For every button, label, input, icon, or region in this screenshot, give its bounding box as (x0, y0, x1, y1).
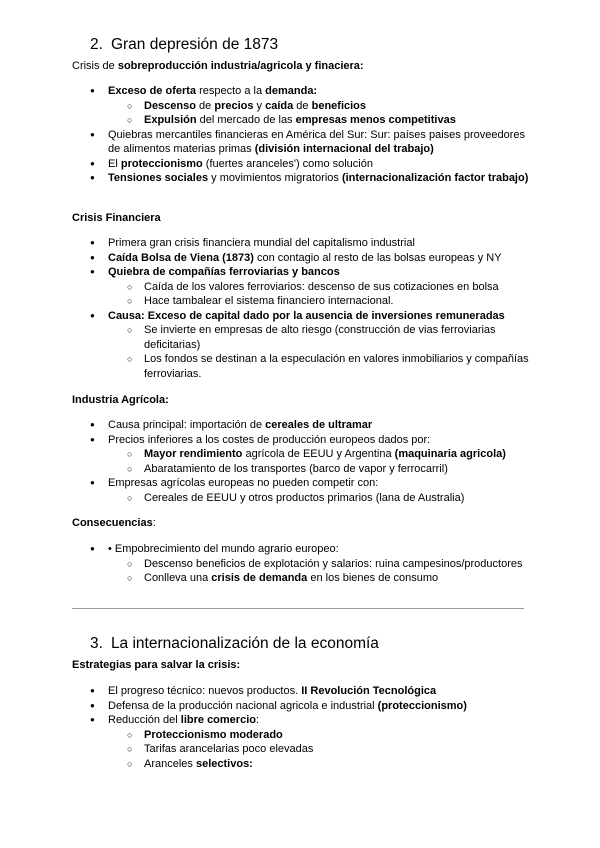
list-item: ● Tensiones sociales y movimientos migratorios (internacionalización factor trabajo) (90, 171, 530, 186)
section-title-text: Gran depresión de 1873 (110, 36, 279, 53)
horizontal-divider (72, 608, 524, 609)
list-item: ○ Caída de los valores ferroviarios: descenso de sus cotizaciones en bolsa (90, 280, 530, 295)
agricola-list (90, 418, 530, 505)
list-item: ○ Tarifas arancelarias poco elevadas (90, 742, 530, 757)
list-item: ○ Proteccionismo moderado (90, 728, 530, 743)
financiera-list (90, 236, 530, 381)
consecuencias-list (90, 542, 530, 586)
list-item: ● • Empobrecimiento del mundo agrario europeo: ○ Descenso beneficios de explotación y salarios: ruina campesinos/productores ○ Conlleva una crisis de demanda en los bienes de consumo (90, 542, 530, 586)
list-item: ● El proteccionismo (fuertes aranceles') como solución (90, 157, 530, 172)
list-item: ○ Se invierte en empresas de alto riesgo (construcción de vias ferroviarias deficitarias) (90, 323, 530, 352)
list-item: ● Primera gran crisis financiera mundial del capitalismo industrial (90, 236, 530, 251)
list-item: ○ Cereales de EEUU y otros productos primarios (lana de Australia) (90, 491, 530, 506)
list-item: ● Quiebras mercantiles financieras en América del Sur: Sur: países paises proveedores de alimentos materias primas (división internacional del trabajo) (90, 128, 530, 157)
list-item: ● Exceso de oferta respecto a la demanda: ○ Descenso de precios y caída de beneficios ○ Expulsión del mercado de las empresas menos competitivas (90, 84, 530, 128)
list-item: ○ Los fondos se destinan a la especulación en valores inmobiliarios y compañías ferroviarias. (90, 352, 530, 381)
list-item: ● Quiebra de compañías ferroviarias y bancos ○ Caída de los valores ferroviarios: descenso de sus cotizaciones en bolsa ○ Hace tambalear el sistema financiero internacional. (90, 265, 530, 309)
financiera-heading: Crisis Financiera (72, 212, 161, 224)
list-item: ○ Descenso de precios y caída de beneficios (90, 99, 530, 114)
list-item: ○ Mayor rendimiento agrícola de EEUU y Argentina (maquinaria agricola) (90, 447, 530, 462)
consecuencias-heading: Consecuencias: (72, 517, 156, 529)
estrategias-list (90, 684, 530, 771)
section-number: 3. (90, 635, 103, 652)
list-item: ● Defensa de la producción nacional agricola e industrial (proteccionismo) (90, 699, 530, 714)
list-item: ● El progreso técnico: nuevos productos. II Revolución Tecnológica (90, 684, 530, 699)
list-item: ● Causa principal: importación de cereales de ultramar (90, 418, 530, 433)
list-item: ○ Hace tambalear el sistema financiero internacional. (90, 294, 530, 309)
overproduction-list (90, 84, 530, 186)
section-title-text: La internacionalización de la economía (110, 635, 379, 652)
estrategias-heading: Estrategias para salvar la crisis: (72, 659, 241, 671)
crisis-intro: Crisis de sobreproducción industria/agricola y finaciera: (72, 60, 364, 72)
agricola-heading: Industria Agrícola: (72, 394, 169, 406)
list-item: ○ Aranceles selectivos: (90, 757, 530, 772)
list-item: ○ Descenso beneficios de explotación y salarios: ruina campesinos/productores (90, 557, 530, 572)
list-item: ○ Abaratamiento de los transportes (barco de vapor y ferrocarril) (90, 462, 530, 477)
section-number: 2. (90, 36, 103, 53)
list-item: ● Empresas agrícolas europeas no pueden competir con: ○ Cereales de EEUU y otros productos primarios (lana de Australia) (90, 476, 530, 505)
section-3-title (90, 634, 379, 654)
list-item: ○ Conlleva una crisis de demanda en los bienes de consumo (90, 571, 530, 586)
list-item: ● Causa: Exceso de capital dado por la ausencia de inversiones remuneradas ○ Se invierte en empresas de alto riesgo (construcción de vias ferroviarias deficitarias) ○ Los fondos se destinan a la especulación en valores inmobiliarios y compañías ferroviarias. (90, 309, 530, 382)
list-item: ● Precios inferiores a los costes de producción europeos dados por: ○ Mayor rendimiento agrícola de EEUU y Argentina (maquinaria agricola) ○ Abaratamiento de los transportes (barco de vapor y ferrocarril) (90, 433, 530, 477)
list-item: ● Caída Bolsa de Viena (1873) con contagio al resto de las bolsas europeas y NY (90, 251, 530, 266)
list-item: ○ Expulsión del mercado de las empresas menos competitivas (90, 113, 530, 128)
list-item: ● Reducción del libre comercio: ○ Proteccionismo moderado ○ Tarifas arancelarias poco elevadas ○ Aranceles selectivos: (90, 713, 530, 771)
section-2-title (90, 35, 278, 55)
